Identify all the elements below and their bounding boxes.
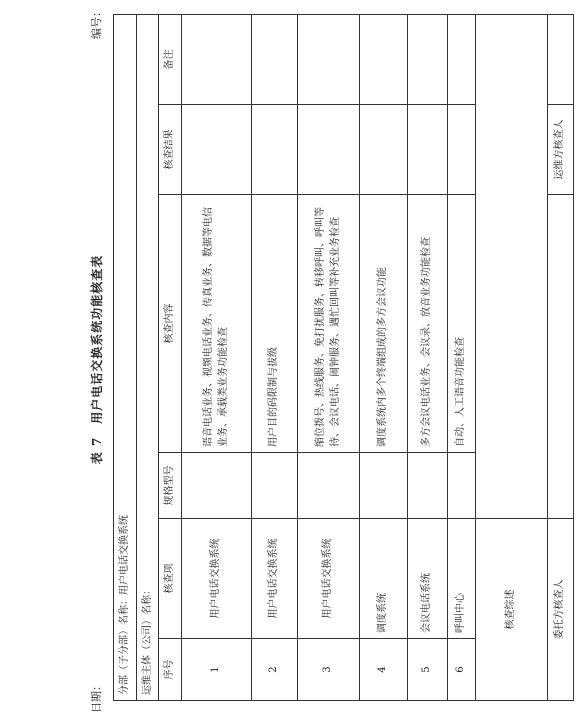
signature-row: [547, 14, 573, 700]
col-model: 规格型号: [159, 453, 182, 519]
row-result: [251, 105, 297, 195]
operator-row: [136, 14, 159, 700]
row-item: 会议电话系统: [407, 519, 447, 639]
table-row: [251, 14, 297, 700]
operator-reviewer-value: [547, 14, 573, 104]
row-remark: [407, 14, 447, 104]
summary-row: [475, 14, 547, 700]
operator-name: 运维主体（公司）名称：: [136, 14, 159, 700]
row-content: 自动、人工语音功能检查: [447, 195, 475, 453]
row-content: 调度系统内多个终端组成的多方会议功能: [359, 195, 407, 453]
row-model: [297, 453, 359, 519]
row-item: 用户电话交换系统: [297, 519, 359, 639]
row-model: [447, 453, 475, 519]
summary-value: [475, 14, 547, 518]
table-row: [181, 14, 251, 700]
row-result: [181, 105, 251, 195]
table-row: [359, 14, 407, 700]
table-row: [407, 14, 447, 700]
row-model: [251, 453, 297, 519]
col-result: 核查结果: [159, 105, 182, 195]
row-remark: [359, 14, 407, 104]
col-remark: 备注: [159, 14, 182, 104]
row-seq: 3: [297, 639, 359, 701]
row-content: 语音电话业务、视频电话业务、传真业务、数据等电信业务、承载类业务功能检查: [181, 195, 251, 453]
row-seq: 6: [447, 639, 475, 701]
row-model: [181, 453, 251, 519]
table-row: [297, 14, 359, 700]
row-item: 调度系统: [359, 519, 407, 639]
row-result: [297, 105, 359, 195]
entrusting-reviewer-value: [547, 195, 573, 519]
row-model: [407, 453, 447, 519]
operator-reviewer-label: 运维方核查人: [547, 105, 573, 195]
col-item: 核查项: [159, 519, 182, 639]
check-table: [113, 14, 574, 701]
row-remark: [251, 14, 297, 104]
row-content: 缩位拨号、热线服务、免打扰服务、转移呼叫、呼叫等待、会议电话、闹钟服务、遇忙回叫等补充业务检查: [297, 195, 359, 453]
col-seq: 序号: [159, 639, 182, 701]
row-result: [359, 105, 407, 195]
row-content: 用户目的码限制与拔级: [251, 195, 297, 453]
row-seq: 2: [251, 639, 297, 701]
row-model: [359, 453, 407, 519]
summary-label: 核查综述: [475, 519, 547, 701]
row-remark: [297, 14, 359, 104]
row-result: [447, 105, 475, 195]
row-content: 多方会议电话业务、会议录、放音业务功能检查: [407, 195, 447, 453]
row-remark: [447, 14, 475, 104]
entrusting-reviewer-label: 委托方核查人: [547, 519, 573, 701]
row-result: [407, 105, 447, 195]
row-item: 用户电话交换系统: [251, 519, 297, 639]
row-remark: [181, 14, 251, 104]
table-title: 表 7 用户电话交换系统功能核查表: [90, 254, 104, 465]
row-seq: 1: [181, 639, 251, 701]
row-item: 用户电话交换系统: [181, 519, 251, 639]
row-seq: 5: [407, 639, 447, 701]
header-row: [159, 14, 182, 700]
branch-name: 分部（子分部）名称：用户电话交换系统: [114, 14, 137, 700]
branch-row: [114, 14, 137, 700]
number-label: 编号：: [90, 6, 103, 39]
table-row: [447, 14, 475, 700]
row-item: 呼叫中心: [447, 519, 475, 639]
col-content: 核查内容: [159, 195, 182, 453]
date-label: 日期：: [90, 680, 103, 713]
row-seq: 4: [359, 639, 407, 701]
